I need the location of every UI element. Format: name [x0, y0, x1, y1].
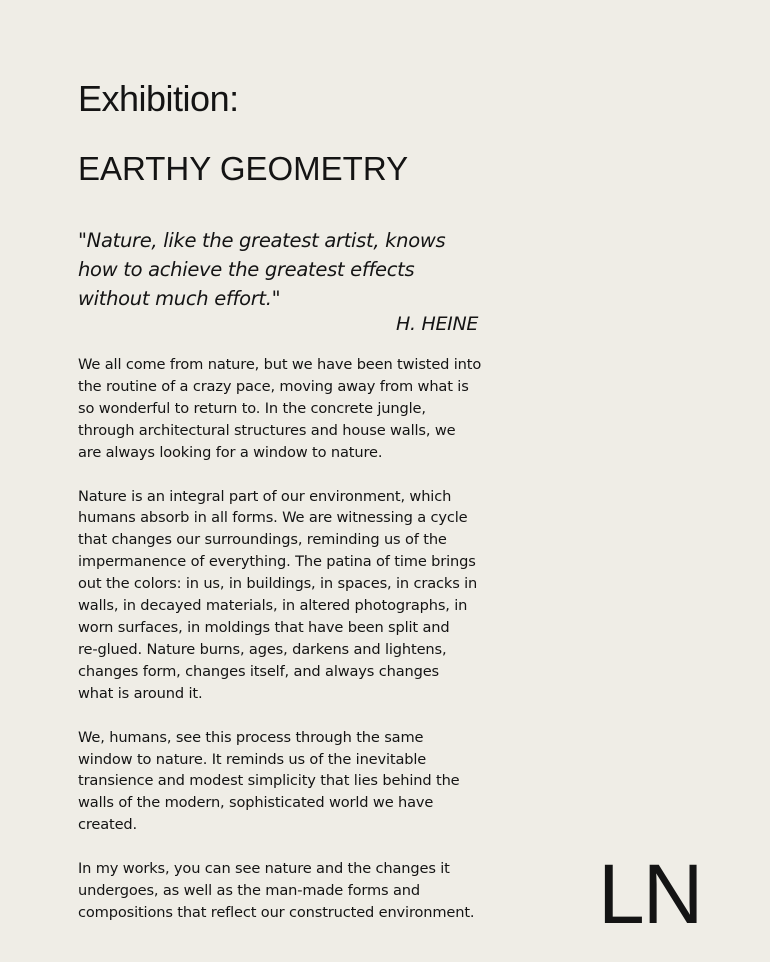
text-line: re-glued. Nature burns, ages, darkens and lightens,	[78, 640, 447, 658]
text-line: We all come from nature, but we have been twisted into	[78, 356, 482, 373]
text-line: changes form, changes itself, and always changes	[78, 662, 439, 680]
text-line: that changes our surroundings, reminding us of the	[78, 531, 447, 549]
text-line: We, humans, see this process through the same	[78, 728, 424, 746]
paragraph	[78, 486, 538, 705]
text-line: created.	[78, 816, 138, 834]
artist-monogram: LN	[598, 847, 702, 941]
text-line: so wonderful to return to. In the concrete jungle,	[78, 399, 426, 417]
text-line: impermanence of everything. The patina of time brings	[78, 553, 476, 571]
quote-author: H. HEINE	[396, 313, 479, 335]
quote-line: without much effort."	[78, 287, 281, 310]
text-line: the routine of a crazy pace, moving away from what is	[78, 377, 469, 395]
paragraph	[78, 727, 538, 837]
text-line: In my works, you can see nature and the changes it	[78, 860, 450, 878]
quote-line: "Nature, like the greatest artist, knows	[78, 229, 446, 252]
text-line: transience and modest simplicity that lies behind the	[78, 772, 460, 790]
text-line: window to nature. It reminds us of the inevitable	[78, 750, 427, 768]
exhibition-label: Exhibition:	[78, 78, 239, 119]
quote	[78, 226, 518, 313]
paragraph	[78, 354, 538, 464]
text-line: are always looking for a window to nature.	[78, 443, 383, 461]
text-line: compositions that reflect our constructed environment.	[78, 903, 475, 921]
quote-line: how to achieve the greatest effects	[78, 258, 415, 281]
text-line: through architectural structures and house walls, we	[78, 421, 456, 439]
paragraph	[78, 858, 538, 924]
exhibition-title: EARTHY GEOMETRY	[78, 150, 409, 187]
text-line: what is around it.	[78, 684, 203, 702]
text-line: walls of the modern, sophisticated world we have	[78, 794, 434, 812]
text-line: walls, in decayed materials, in altered photographs, in	[78, 597, 468, 615]
text-line: humans absorb in all forms. We are witnessing a cycle	[78, 509, 468, 527]
text-line: worn surfaces, in moldings that have been split and	[78, 618, 450, 636]
text-line: out the colors: in us, in buildings, in spaces, in cracks in	[78, 575, 478, 593]
statement-body	[78, 354, 538, 946]
text-line: undergoes, as well as the man-made forms and	[78, 882, 420, 900]
text-line: Nature is an integral part of our environment, which	[78, 487, 452, 505]
